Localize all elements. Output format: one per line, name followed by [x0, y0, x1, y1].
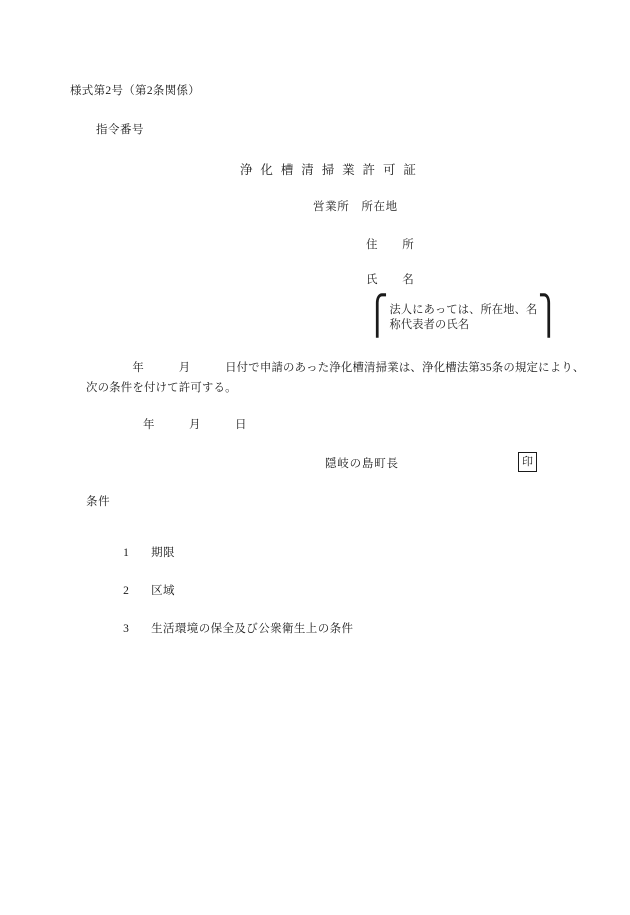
seal-stamp-icon: 印 [518, 452, 537, 472]
conditions-heading: 条件 [86, 496, 111, 508]
condition-item-3 [110, 608, 353, 648]
condition-label-3: 生活環境の保全及び公衆衛生上の条件 [151, 623, 354, 635]
corporate-note [366, 295, 560, 337]
condition-label-2: 区域 [151, 585, 175, 597]
corporate-note-lines [390, 303, 538, 333]
corporate-note-line-2: 称代表者の氏名 [389, 319, 470, 331]
order-number-label: 指令番号 [96, 124, 144, 136]
condition-item-2 [110, 570, 175, 610]
issue-date-line: 年 月 日 [143, 419, 247, 431]
condition-number-1: 1 [123, 547, 130, 559]
body-paragraph-line-2: 次の条件を付けて許可する。 [86, 382, 237, 394]
name-label: 氏 名 [366, 274, 415, 286]
condition-label-1: 期限 [151, 547, 175, 559]
condition-item-1 [110, 532, 175, 572]
brace-right-icon: ⎫ [537, 295, 560, 337]
form-id-label: 様式第2号（第2条関係） [70, 85, 201, 97]
signer-name: 隠岐の島町長 [325, 458, 399, 470]
address-label: 住 所 [366, 239, 415, 251]
brace-left-icon: ⎧ [366, 295, 389, 337]
body-paragraph-line-1: 年 月 日付で申請のあった浄化槽清掃業は、浄化槽法第35条の規定により、 [86, 362, 585, 374]
corporate-note-line-1: 法人にあっては、所在地、名 [389, 304, 538, 316]
office-address-label: 営業所 所在地 [313, 201, 398, 213]
condition-number-2: 2 [123, 585, 130, 597]
document-title: 浄 化 槽 清 掃 業 許 可 証 [240, 163, 419, 177]
condition-number-3: 3 [123, 623, 130, 635]
